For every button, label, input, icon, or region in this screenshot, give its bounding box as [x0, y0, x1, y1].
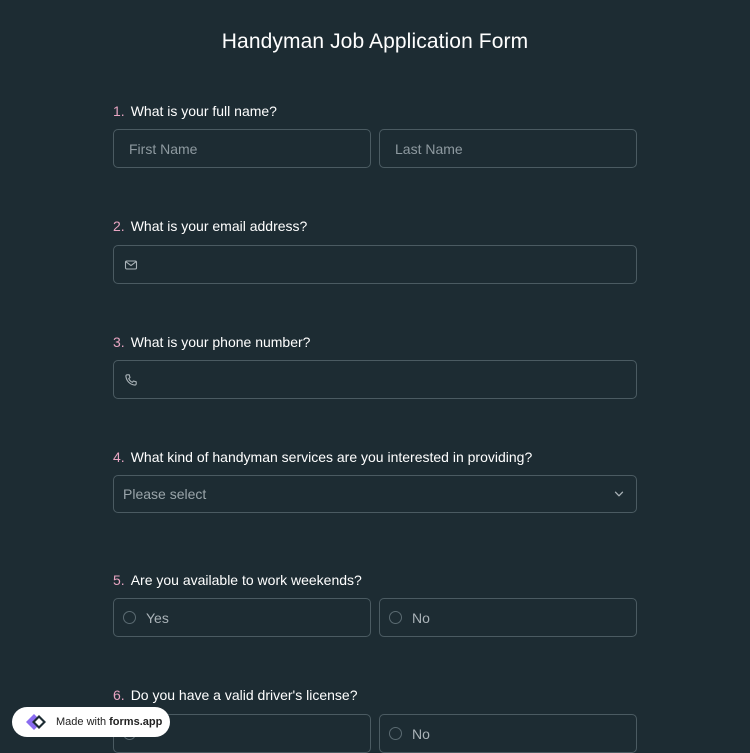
question-text: What is your email address? [130, 218, 308, 234]
question-text: What is your phone number? [130, 334, 311, 350]
chevron-down-icon [614, 489, 624, 499]
phone-icon [124, 373, 138, 387]
weekends-option-yes[interactable] [113, 598, 371, 637]
first-name-placeholder: First Name [129, 140, 198, 157]
radio-label-no: No [412, 725, 430, 742]
envelope-icon [124, 258, 138, 272]
form-title: Handyman Job Application Form [221, 30, 529, 53]
question-text: What kind of handyman services are you interested in providing? [130, 449, 533, 465]
forms-app-logo-icon [20, 711, 50, 733]
radio-button[interactable] [389, 727, 402, 740]
made-with-badge[interactable] [12, 707, 170, 737]
question-6 [113, 687, 357, 703]
radio-label-yes: Yes [146, 609, 169, 626]
services-selected-value: Please select [123, 486, 207, 502]
radio-button[interactable] [389, 611, 402, 624]
question-1 [113, 103, 277, 119]
question-2 [113, 218, 307, 234]
question-text: Are you available to work weekends? [130, 572, 362, 588]
question-number: 2. [113, 218, 125, 234]
weekends-option-no[interactable] [379, 598, 637, 637]
last-name-field[interactable] [379, 129, 637, 168]
license-option-no[interactable] [379, 714, 637, 753]
services-select[interactable] [113, 475, 637, 513]
question-text: What is your full name? [130, 103, 277, 119]
email-field[interactable] [113, 245, 637, 284]
question-number: 1. [113, 103, 125, 119]
badge-brand: forms.app [109, 716, 163, 728]
last-name-placeholder: Last Name [395, 140, 463, 157]
question-number: 3. [113, 334, 125, 350]
question-3 [113, 334, 310, 350]
question-5 [113, 572, 362, 588]
question-text: Do you have a valid driver's license? [130, 687, 358, 703]
first-name-field[interactable] [113, 129, 371, 168]
question-4 [113, 449, 532, 465]
badge-prefix: Made with [56, 716, 107, 728]
phone-field[interactable] [113, 360, 637, 399]
question-number: 4. [113, 449, 125, 465]
question-number: 5. [113, 572, 125, 588]
radio-button[interactable] [123, 611, 136, 624]
question-number: 6. [113, 687, 125, 703]
radio-label-no: No [412, 609, 430, 626]
